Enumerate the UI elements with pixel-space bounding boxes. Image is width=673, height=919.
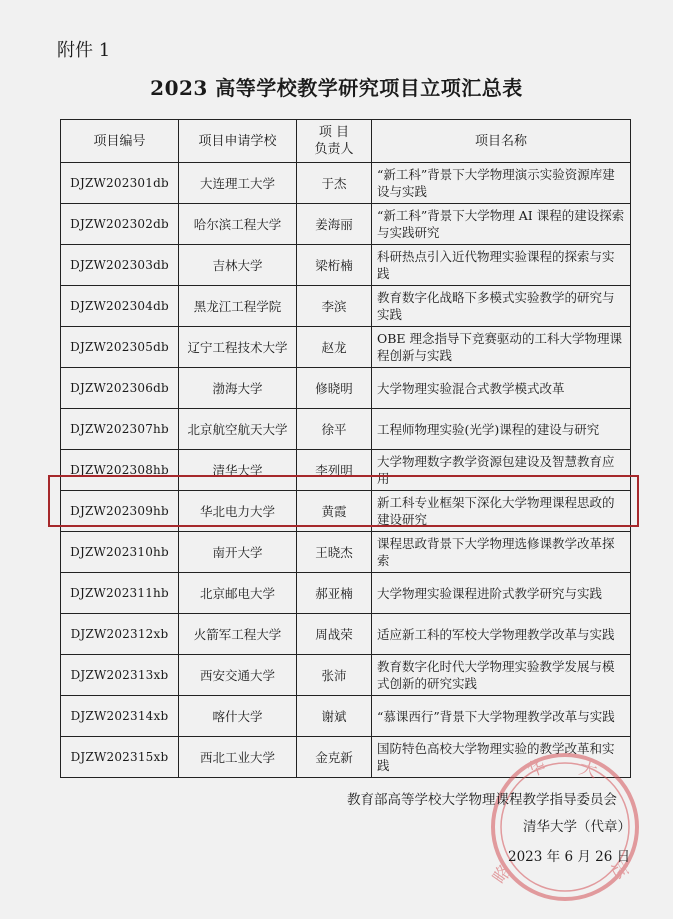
table-row xyxy=(61,286,631,327)
project-name-cell: 工程师物理实验(光学)课程的建设与研究 xyxy=(372,409,631,450)
school-cell: 南开大学 xyxy=(179,532,297,573)
project-name-cell: 大学物理数字教学资源包建设及智慧教育应用 xyxy=(372,450,631,491)
leader-cell: 于杰 xyxy=(297,163,372,204)
project-name-cell: “慕课西行”背景下大学物理教学改革与实践 xyxy=(372,696,631,737)
project-code-cell: DJZW202301db xyxy=(61,163,179,204)
table-row xyxy=(61,327,631,368)
leader-cell: 周战荣 xyxy=(297,614,372,655)
project-code-cell: DJZW202306db xyxy=(61,368,179,409)
project-code-cell: DJZW202305db xyxy=(61,327,179,368)
header-leader-line: 负责人 xyxy=(314,142,354,157)
project-name-cell: 教育数字化时代大学物理实验教学发展与模式创新的研究实践 xyxy=(372,655,631,696)
school-cell: 北京航空航天大学 xyxy=(179,409,297,450)
project-name-cell: 课程思政背景下大学物理选修课教学改革探索 xyxy=(372,532,631,573)
project-code-cell: DJZW202309hb xyxy=(61,491,179,532)
header-leader xyxy=(297,120,372,163)
table-row xyxy=(61,532,631,573)
school-cell: 渤海大学 xyxy=(179,368,297,409)
project-name-cell: 大学物理实验混合式教学模式改革 xyxy=(372,368,631,409)
school-cell: 喀什大学 xyxy=(179,696,297,737)
project-name-cell: “新工科”背景下大学物理演示实验资源库建设与实践 xyxy=(372,163,631,204)
school-cell: 哈尔滨工程大学 xyxy=(179,204,297,245)
project-name-cell: 新工科专业框架下深化大学物理课程思政的建设研究 xyxy=(372,491,631,532)
leader-cell: 郝亚楠 xyxy=(297,573,372,614)
leader-cell: 李列明 xyxy=(297,450,372,491)
project-name-cell: 大学物理实验课程进阶式教学研究与实践 xyxy=(372,573,631,614)
svg-text:华: 华 xyxy=(524,755,549,782)
leader-cell: 王晓杰 xyxy=(297,532,372,573)
table-row xyxy=(61,409,631,450)
project-name-cell: OBE 理念指导下竞赛驱动的工科大学物理课程创新与实践 xyxy=(372,327,631,368)
table-header-row xyxy=(61,120,631,163)
table-row xyxy=(61,696,631,737)
svg-text:大: 大 xyxy=(576,757,600,783)
school-cell: 吉林大学 xyxy=(179,245,297,286)
project-name-cell: 教育数字化战略下多模式实验教学的研究与实践 xyxy=(372,286,631,327)
leader-cell: 金克新 xyxy=(297,737,372,778)
table-row xyxy=(61,573,631,614)
document-title: 2023 高等学校教学研究项目立项汇总表 xyxy=(150,76,523,100)
project-table xyxy=(60,119,631,778)
header-school: 项目申请学校 xyxy=(179,120,297,163)
leader-cell: 谢斌 xyxy=(297,696,372,737)
school-cell: 北京邮电大学 xyxy=(179,573,297,614)
table-row xyxy=(61,163,631,204)
project-code-cell: DJZW202312xb xyxy=(61,614,179,655)
leader-cell: 张沛 xyxy=(297,655,372,696)
project-name-cell: 国防特色高校大学物理实验的教学改革和实践 xyxy=(372,737,631,778)
table-row xyxy=(61,368,631,409)
leader-cell: 修晓明 xyxy=(297,368,372,409)
school-cell: 大连理工大学 xyxy=(179,163,297,204)
project-name-cell: 科研热点引入近代物理实验课程的探索与实践 xyxy=(372,245,631,286)
school-cell: 华北电力大学 xyxy=(179,491,297,532)
leader-cell: 姜海丽 xyxy=(297,204,372,245)
highlight-box xyxy=(48,475,639,527)
project-code-cell: DJZW202310hb xyxy=(61,532,179,573)
table-row xyxy=(61,245,631,286)
leader-cell: 李滨 xyxy=(297,286,372,327)
school-cell: 清华大学 xyxy=(179,450,297,491)
table-row xyxy=(61,204,631,245)
header-project-code: 项目编号 xyxy=(61,120,179,163)
footer-committee: 教育部高等学校大学物理课程教学指导委员会 xyxy=(347,792,617,808)
footer-date: 2023 年 6 月 26 日 xyxy=(508,849,631,865)
project-code-cell: DJZW202303db xyxy=(61,245,179,286)
project-code-cell: DJZW202304db xyxy=(61,286,179,327)
leader-cell: 赵龙 xyxy=(297,327,372,368)
school-cell: 辽宁工程技术大学 xyxy=(179,327,297,368)
project-code-cell: DJZW202302db xyxy=(61,204,179,245)
svg-text:略: 略 xyxy=(488,861,517,888)
table-row xyxy=(61,614,631,655)
school-cell: 火箭军工程大学 xyxy=(179,614,297,655)
header-leader-line: 项 目 xyxy=(318,125,350,140)
school-cell: 西北工业大学 xyxy=(179,737,297,778)
leader-cell: 黄霞 xyxy=(297,491,372,532)
svg-text:志: 志 xyxy=(605,857,633,884)
school-cell: 西安交通大学 xyxy=(179,655,297,696)
leader-cell: 徐平 xyxy=(297,409,372,450)
project-name-cell: “新工科”背景下大学物理 AI 课程的建设探索与实践研究 xyxy=(372,204,631,245)
school-cell: 黑龙江工程学院 xyxy=(179,286,297,327)
table-row xyxy=(61,655,631,696)
project-code-cell: DJZW202314xb xyxy=(61,696,179,737)
project-name-cell: 适应新工科的军校大学物理教学改革与实践 xyxy=(372,614,631,655)
project-code-cell: DJZW202307hb xyxy=(61,409,179,450)
leader-cell: 梁桁楠 xyxy=(297,245,372,286)
header-project-name: 项目名称 xyxy=(372,120,631,163)
project-code-cell: DJZW202308hb xyxy=(61,450,179,491)
project-code-cell: DJZW202311hb xyxy=(61,573,179,614)
footer-seal-by: 清华大学（代章） xyxy=(523,819,631,835)
attachment-label: 附件 1 xyxy=(57,40,111,61)
project-code-cell: DJZW202315xb xyxy=(61,737,179,778)
project-code-cell: DJZW202313xb xyxy=(61,655,179,696)
